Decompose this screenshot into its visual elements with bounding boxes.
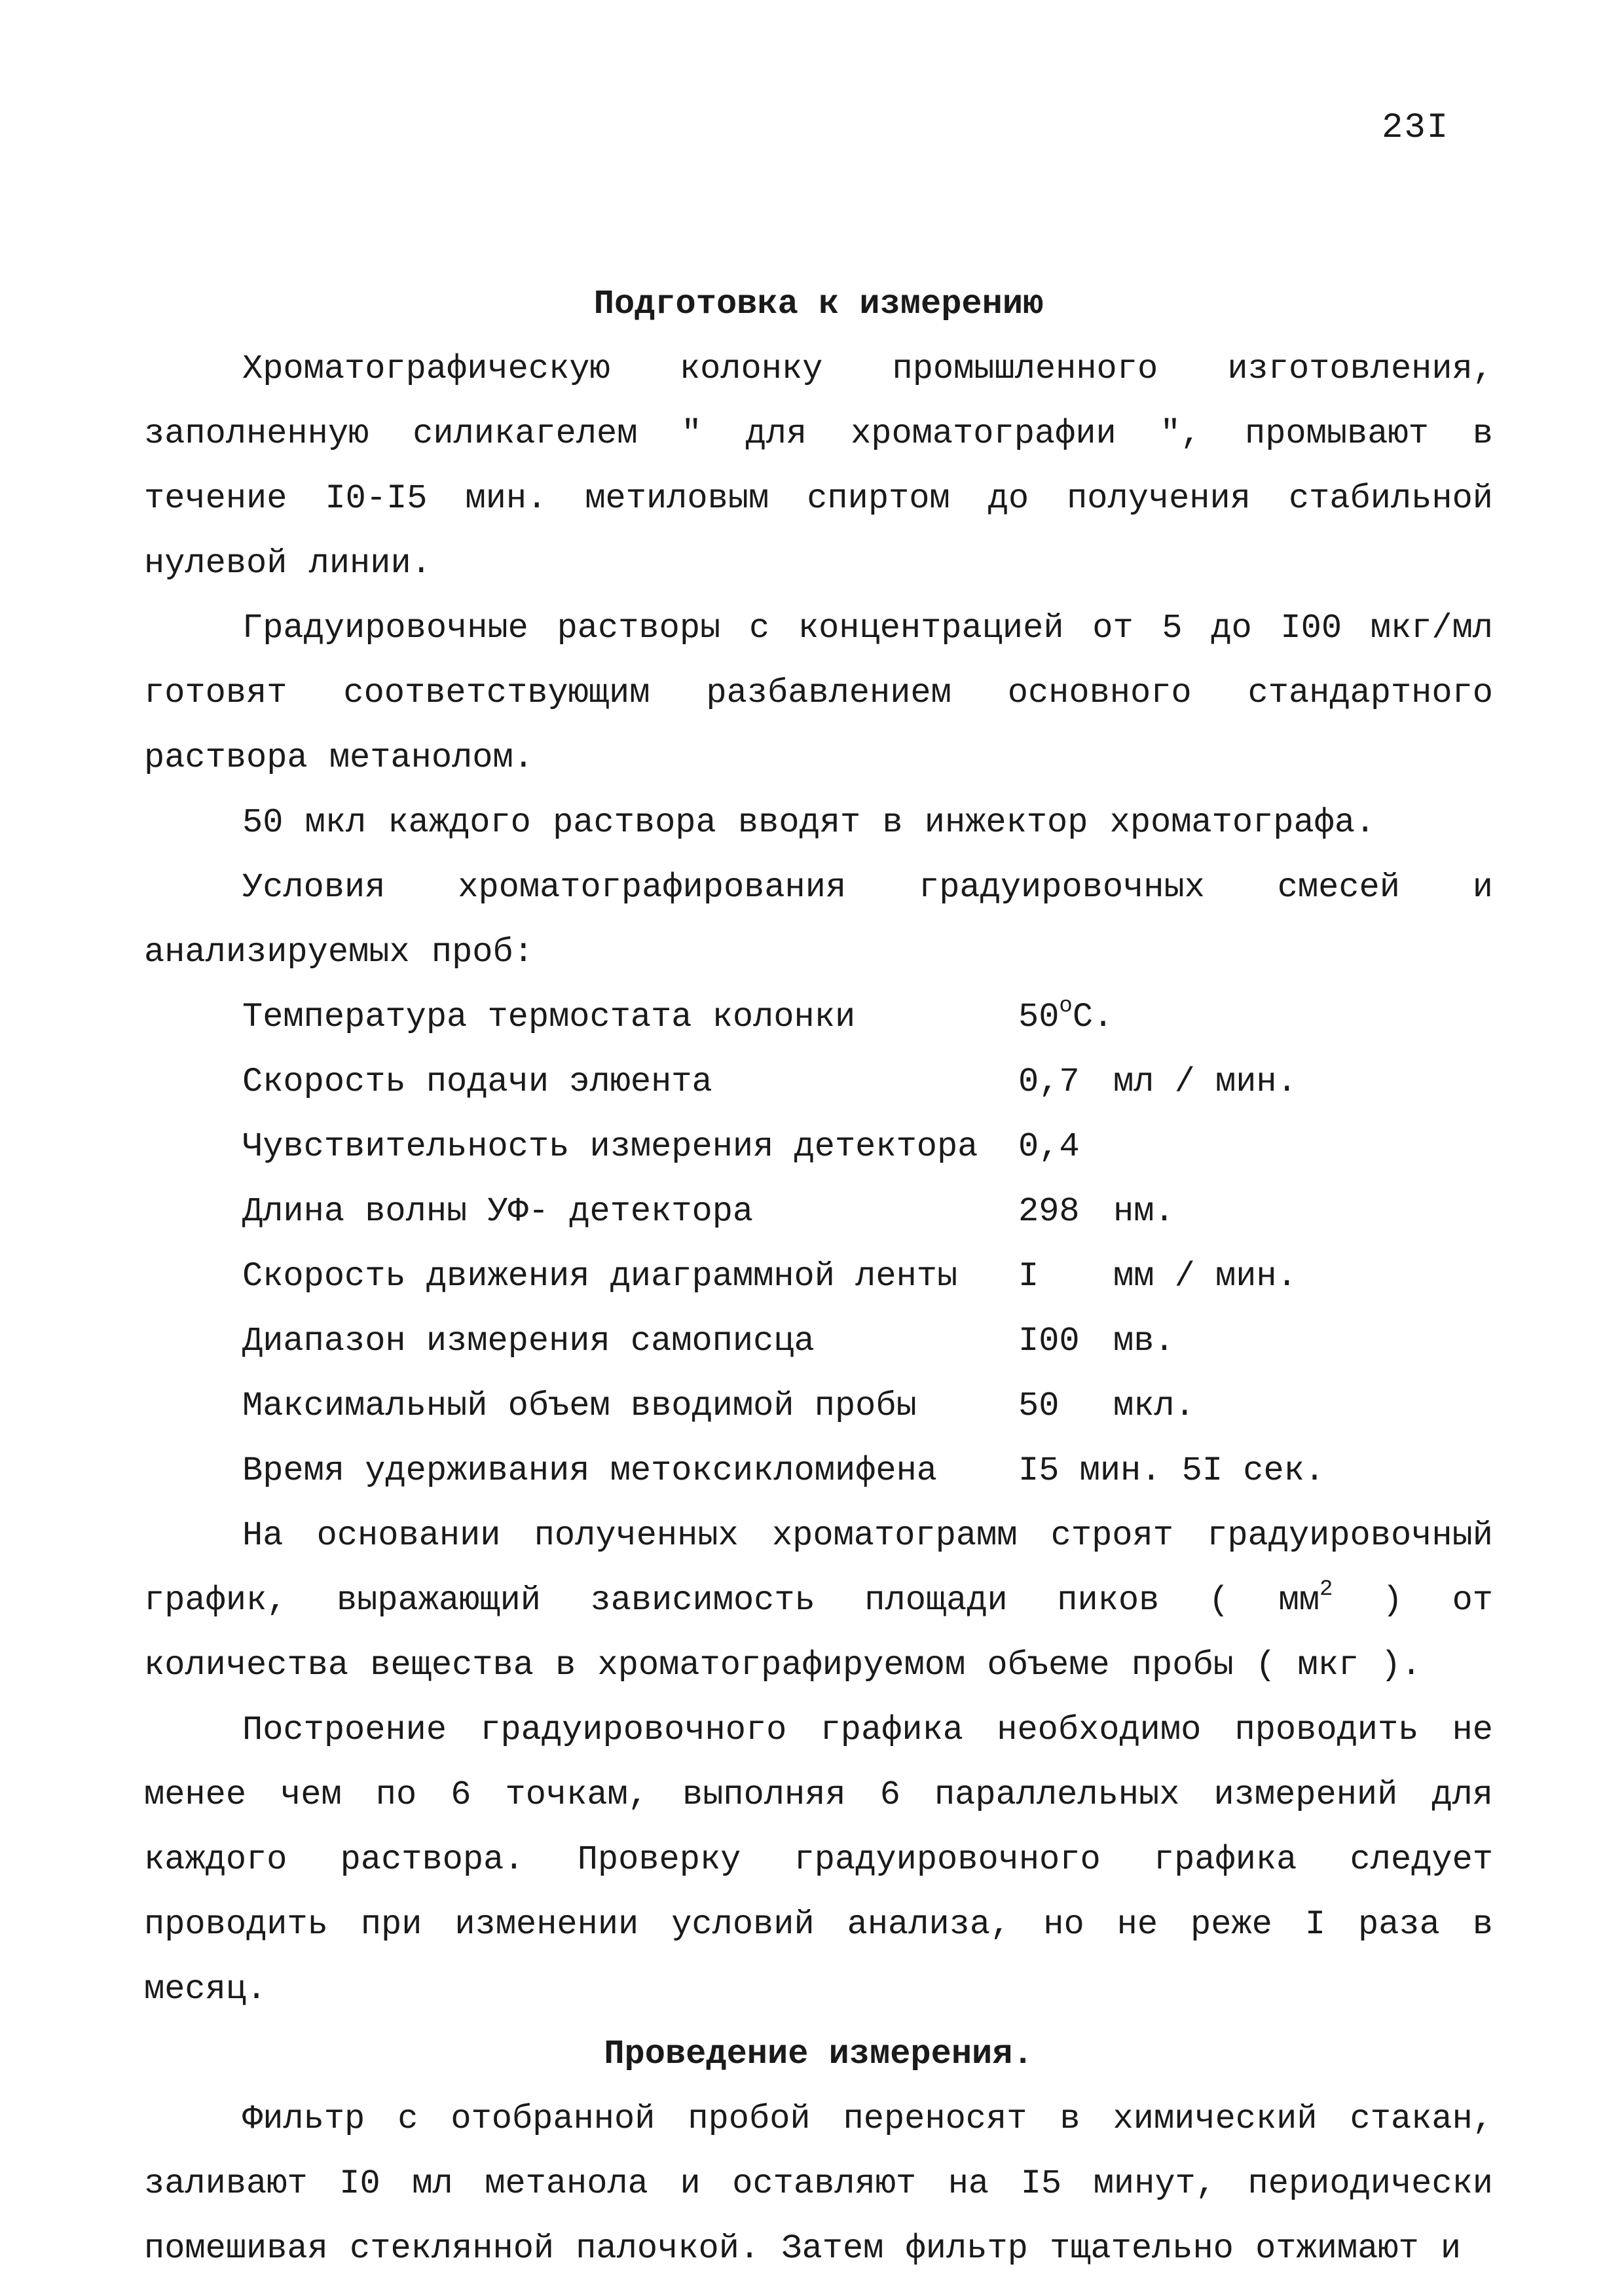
paragraph-column-wash: Хроматографическую колонку промышленного изготовления, заполненную силикагелем " для хроматографии ", промывают в течение I0-I5 мин. метиловым спиртом до получения стабильной нулевой линии. xyxy=(144,350,1493,583)
parameter-unit: мв. xyxy=(1113,1322,1175,1360)
parameter-row xyxy=(242,1374,1493,1438)
parameter-name: Длина волны УФ- детектора xyxy=(242,1192,754,1231)
parameter-value: 0,4 xyxy=(1018,1127,1080,1166)
chromatography-parameters-list xyxy=(144,985,1493,1503)
parameter-row xyxy=(242,1049,1493,1114)
parameter-value: 50 xyxy=(1018,1387,1060,1425)
parameter-name: Максимальный объем вводимой пробы xyxy=(242,1387,917,1425)
parameter-value: $50^оС$. xyxy=(1018,994,1114,1036)
parameter-name: Время удерживания метоксикломифена xyxy=(242,1451,937,1490)
paragraph-calibration-solutions: Градуировочные растворы с концентрацией от 5 до I00 мкг/мл готовят соответствующим разбавлением основного стандартного раствора метанолом. xyxy=(144,609,1493,777)
parameter-name: Чувствительность измерения детектора xyxy=(242,1127,978,1166)
parameter-value: 298 xyxy=(1018,1192,1080,1231)
parameter-row xyxy=(242,1179,1493,1244)
parameter-unit xyxy=(1325,1438,1493,1503)
parameter-row xyxy=(242,1244,1493,1309)
parameter-unit xyxy=(1113,1114,1493,1179)
parameter-row xyxy=(242,1309,1493,1374)
document-body xyxy=(144,272,1493,2281)
parameter-value: I00 xyxy=(1018,1322,1080,1360)
parameter-name: Диапазон измерения самописца xyxy=(242,1322,815,1360)
paragraph-injection: 50 мкл каждого раствора вводят в инжектор хроматографа. xyxy=(242,803,1376,842)
parameter-unit: С. xyxy=(1072,998,1114,1036)
parameter-name: Температура термостата колонки xyxy=(242,998,856,1036)
paragraph-calibration-graph: На основании полученных хроматограмм строят градуировочный график, выражающий зависимость площади пиков ( $мм^2$ ) от количества вещества в хроматографируемом объеме пробы ( мкг ). xyxy=(144,1516,1493,1685)
parameter-value: I xyxy=(1018,1257,1039,1296)
parameter-unit: мл / мин. xyxy=(1113,1063,1297,1101)
paragraph-graph-construction: Построение градуировочного графика необходимо проводить не менее чем по 6 точкам, выполняя 6 параллельных измерений для каждого раствора. Проверку градуировочного графика следует проводить при изменении условий анализа, но не реже I раза в месяц. xyxy=(144,1711,1493,2009)
square-superscript: 2 xyxy=(1319,1577,1333,1602)
parameter-value: 0,7 xyxy=(1018,1063,1080,1101)
parameter-name: Скорость движения диаграммной ленты xyxy=(242,1257,958,1296)
parameter-unit: мм / мин. xyxy=(1113,1257,1297,1296)
parameter-value: I5 мин. 5I сек. xyxy=(1018,1451,1325,1490)
page-number: 23I xyxy=(1382,108,1450,148)
section-title-preparation: Подготовка к измерению xyxy=(593,285,1044,323)
parameter-row xyxy=(242,1438,1493,1503)
parameter-unit-empty xyxy=(1113,985,1493,1049)
parameter-unit: мкл. xyxy=(1113,1387,1195,1425)
parameter-name: Скорость подачи элюента xyxy=(242,1063,712,1101)
paragraph-conditions-intro: Условия хроматографирования градуировочных смесей и анализируемых проб: xyxy=(144,868,1493,972)
parameter-row xyxy=(242,985,1493,1049)
parameter-row xyxy=(242,1114,1493,1179)
paragraph-filter-procedure: Фильтр с отобранной пробой переносят в химический стакан, заливают I0 мл метанола и оставляют на I5 минут, периодически помешивая стеклянной палочкой. Затем фильтр тщательно отжимают и xyxy=(144,2100,1493,2268)
degree-superscript: о xyxy=(1059,994,1073,1019)
section-title-measurement: Проведение измерения. xyxy=(604,2035,1033,2073)
parameter-unit: нм. xyxy=(1113,1192,1175,1231)
